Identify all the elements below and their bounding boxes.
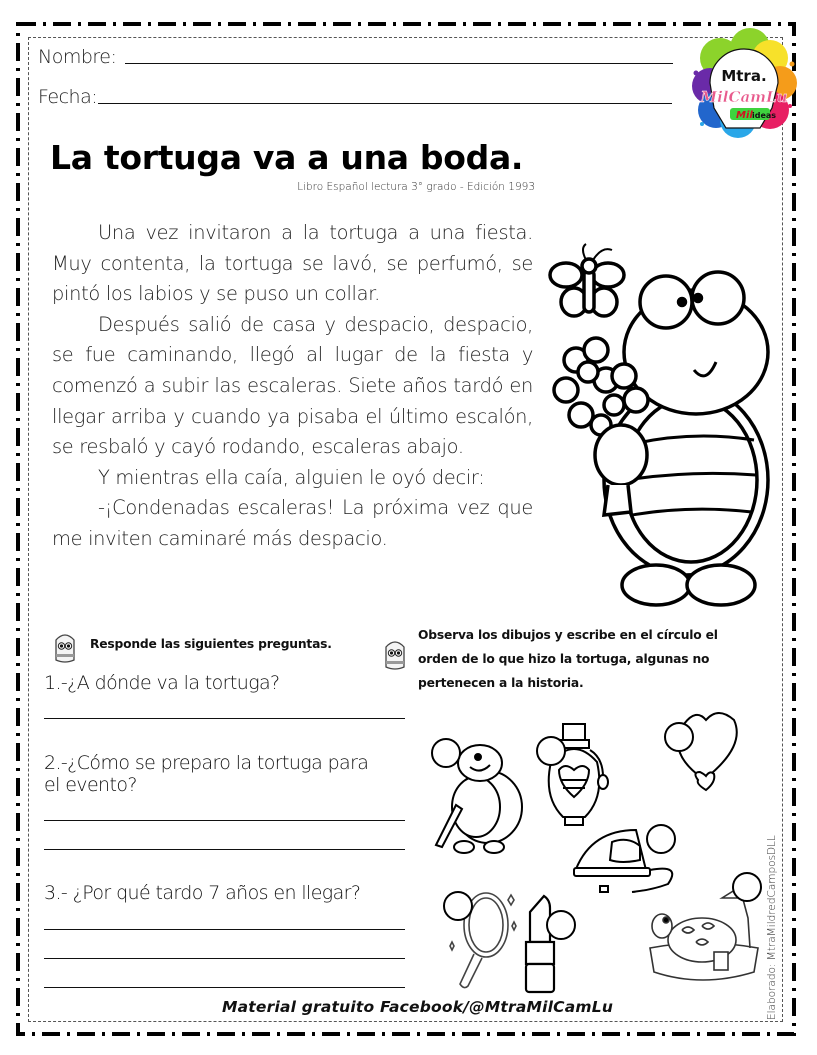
questions-instruction-text: Responde las siguientes preguntas. xyxy=(90,637,332,651)
answer-circle-turtle-writing[interactable] xyxy=(431,738,461,768)
picture-hand-mirror xyxy=(440,880,520,990)
pencil-character-icon xyxy=(52,630,78,664)
answer-circle-lipstick[interactable] xyxy=(546,910,576,940)
svg-text:MilCamLu: MilCamLu xyxy=(700,88,788,106)
pencil-character-icon xyxy=(382,637,408,671)
turtle-with-flowers-illustration xyxy=(546,240,778,610)
ordering-instruction xyxy=(382,623,718,695)
question-3: 3.- ¿Por qué tardo 7 años en llegar? xyxy=(44,882,361,904)
svg-text:ideas: ideas xyxy=(752,111,777,120)
story-paragraph: Después salió de casa y despacio, despacio, se fue caminando, llegó al lugar de la fiesta y comenzó a subir las escaleras. Siete años tardó en llegar arriba y cuando ya pisaba el último escalón, se resbaló y cayó rodando, escaleras abajo. xyxy=(52,312,533,459)
story-paragraph: Y mientras ella caía, alguien le oyó decir: xyxy=(98,465,485,489)
picture-heart-necklace xyxy=(662,710,747,800)
answer-line-q3-3[interactable] xyxy=(44,987,405,988)
answer-line-q3-1[interactable] xyxy=(44,929,405,930)
questions-instruction xyxy=(52,630,332,664)
answer-line-q2-2[interactable] xyxy=(44,849,405,850)
answer-circle-necklace[interactable] xyxy=(664,722,694,752)
question-1: 1.-¿A dónde va la tortuga? xyxy=(44,672,280,694)
answer-circle-mirror[interactable] xyxy=(443,891,473,921)
story-title: La tortuga va a una boda. xyxy=(50,138,524,177)
story-source: Libro Español lectura 3° grado - Edición 1993 xyxy=(297,181,535,193)
mtra-milcamlu-logo xyxy=(688,28,798,140)
answer-line-q1[interactable] xyxy=(44,718,405,719)
date-field-row xyxy=(38,86,672,108)
picture-turtle-writing xyxy=(428,735,528,855)
answer-circle-turtle-bathing[interactable] xyxy=(732,872,762,902)
name-label: Nombre: xyxy=(38,46,117,68)
date-input-line[interactable] xyxy=(98,103,672,104)
picture-perfume-bottle xyxy=(535,722,615,832)
name-input-line[interactable] xyxy=(125,63,673,64)
story-paragraph: -¡Condenadas escaleras! La próxima vez que me inviten caminaré más despacio. xyxy=(52,496,533,550)
svg-text:Mil: Mil xyxy=(736,110,753,121)
ordering-instruction-text: Observa los dibujos y escribe en el círculo el orden de lo que hizo la tortuga, algunas no pertenecen a la historia. xyxy=(418,628,718,690)
name-field-row xyxy=(38,46,673,68)
answer-line-q3-2[interactable] xyxy=(44,958,405,959)
footer-credit-facebook: Material gratuito Facebook/@MtraMilCamLu xyxy=(222,998,614,1016)
answer-circle-iron[interactable] xyxy=(646,824,676,854)
butterfly-icon xyxy=(550,244,624,316)
story-text xyxy=(52,218,533,555)
answer-line-q2-1[interactable] xyxy=(44,820,405,821)
author-credit-vertical: Elaborado: MtraMildredCamposDLL xyxy=(766,835,778,1020)
date-label: Fecha: xyxy=(38,86,98,108)
picture-lipstick xyxy=(522,890,582,995)
story-paragraph: Una vez invitaron a la tortuga a una fiesta. Muy contenta, la tortuga se lavó, se perfumó, se pintó los labios y se puso un collar. xyxy=(52,221,533,306)
answer-circle-perfume[interactable] xyxy=(536,736,566,766)
question-2: 2.-¿Cómo se preparo la tortuga para el evento? xyxy=(44,752,369,796)
svg-text:Mtra.: Mtra. xyxy=(721,67,767,85)
picture-turtle-bathing xyxy=(640,868,765,998)
